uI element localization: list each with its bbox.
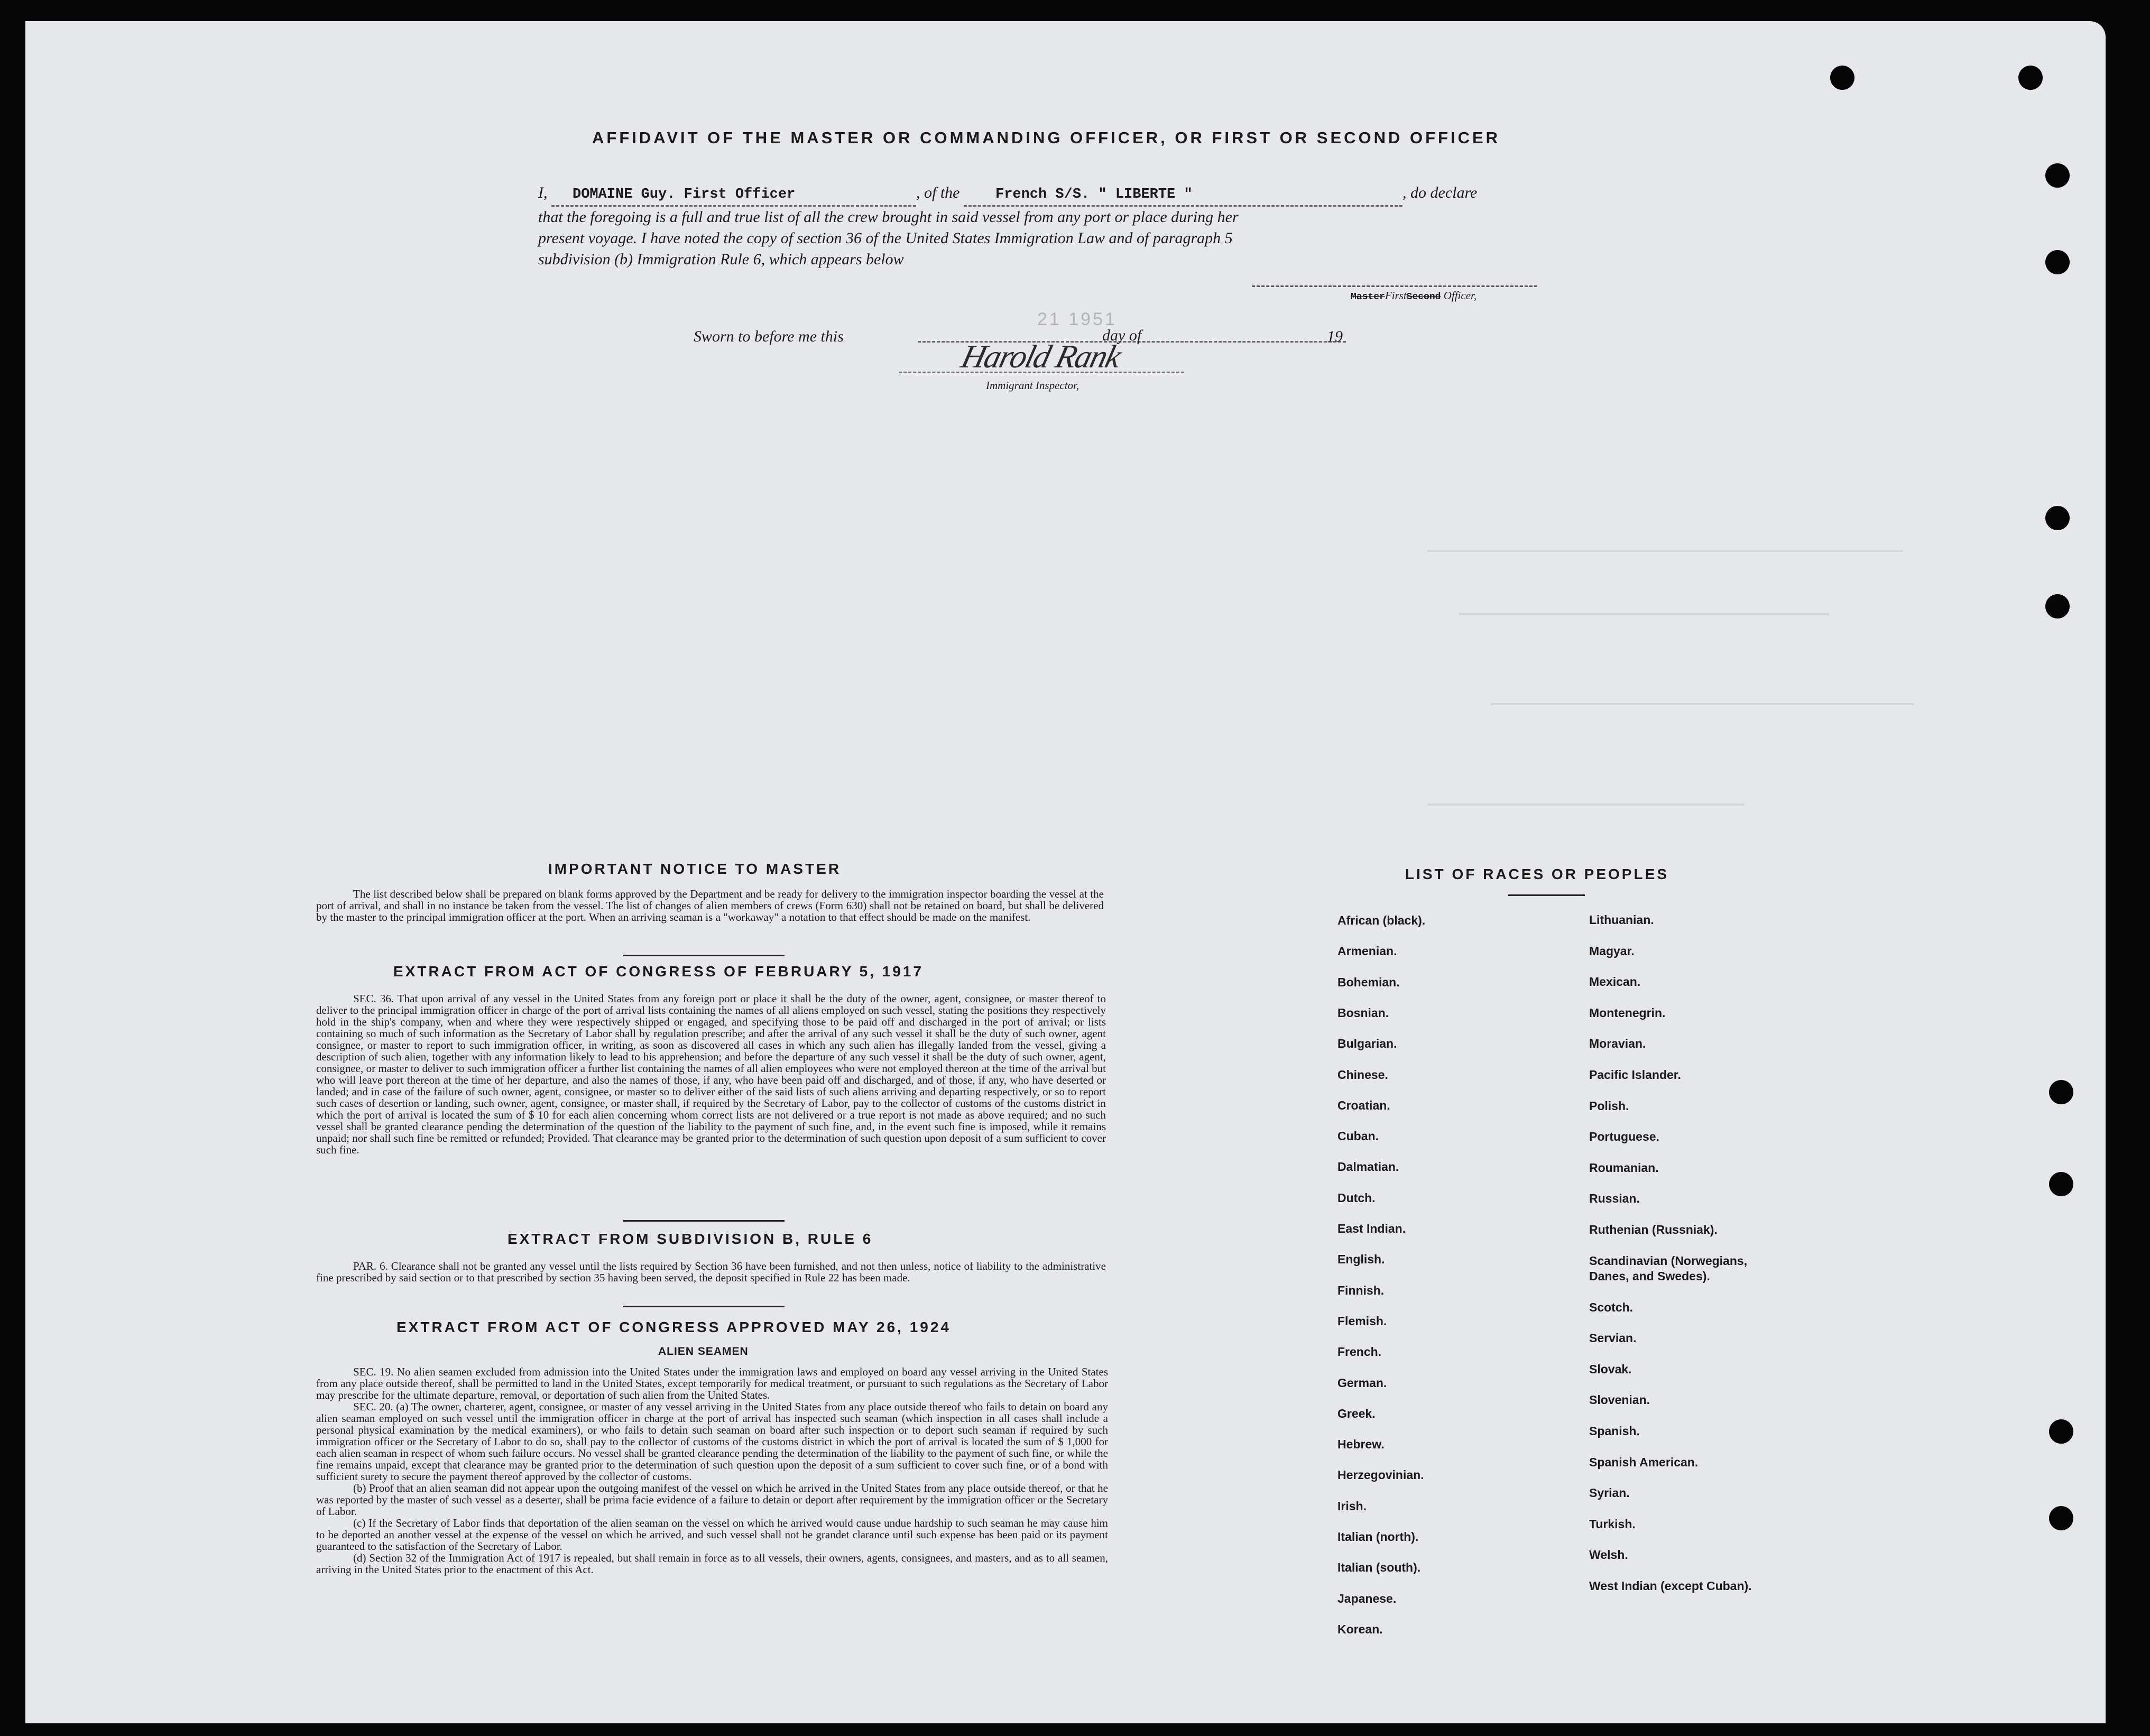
binder-hole [2018, 66, 2043, 90]
race-item: Russian. [1589, 1192, 1640, 1206]
divider [623, 955, 785, 956]
race-item: Ruthenian (Russniak). [1589, 1223, 1718, 1236]
races-title: LIST OF RACES OR PEOPLES [1405, 866, 1669, 882]
officer-suffix: Officer, [1443, 289, 1477, 302]
vessel-name-field: French S/S. " LIBERTE " [964, 184, 1402, 207]
extract-1917-title: EXTRACT FROM ACT OF CONGRESS OF FEBRUARY 5, 1917 [393, 963, 924, 980]
subdivision-title: EXTRACT FROM SUBDIVISION B, RULE 6 [507, 1231, 873, 1247]
binder-hole [2049, 1172, 2073, 1196]
race-item: Dutch. [1337, 1190, 1376, 1205]
alien-seamen-subtitle: ALIEN SEAMEN [658, 1345, 749, 1358]
declarant-name-field: DOMAINE Guy. First Officer [551, 184, 916, 207]
notice-paragraph: The list described below shall be prepared on blank forms approved by the Department and be ready for delivery to the immigration inspector boarding the vessel at the port of arrival, and shall in no instance be taken from the vessel. The list of changes of alien members of crews (Form 630) shall not be retained on board, but shall be delivered by the master to the principal immigration officer at the port. When an arriving seaman is a "workaway" a notation to that effect should be made on the manifest. [316, 888, 1104, 924]
declaration-line-4: subdivision (b) Immigration Rule 6, which appears below [538, 251, 904, 268]
race-item: West Indian (except Cuban). [1589, 1579, 1752, 1593]
race-item: Servian. [1589, 1331, 1637, 1345]
race-item: Dalmatian. [1337, 1160, 1399, 1174]
race-item: French. [1337, 1345, 1382, 1359]
race-item: Roumanian. [1589, 1160, 1659, 1175]
notice-title: IMPORTANT NOTICE TO MASTER [548, 861, 842, 877]
race-item: Cuban. [1337, 1129, 1379, 1143]
race-item: Bosnian. [1337, 1005, 1389, 1020]
binder-hole [1830, 66, 1854, 90]
race-item: Slovenian. [1589, 1393, 1650, 1407]
inspector-label: Immigrant Inspector, [986, 379, 1079, 392]
divider [623, 1220, 785, 1222]
race-item: Japanese. [1337, 1591, 1397, 1605]
race-item: Italian (north). [1337, 1530, 1419, 1544]
officer-first: First [1385, 289, 1407, 302]
declaration-line-3: present voyage. I have noted the copy of section 36 of the United States Immigration Law and of paragraph 5 [538, 229, 1233, 247]
race-item: Portuguese. [1589, 1130, 1659, 1144]
binder-hole [2049, 1080, 2073, 1104]
race-item: Herzegovinian. [1337, 1468, 1424, 1482]
sworn-label: Sworn to before me this [694, 328, 844, 345]
race-item: English. [1337, 1252, 1385, 1267]
race-item: Greek. [1337, 1406, 1376, 1420]
race-item: Mexican. [1589, 975, 1641, 989]
inspector-signature-line [899, 372, 1184, 373]
divider [1508, 894, 1585, 896]
date-stamp: 21 1951 [1037, 309, 1117, 329]
race-item: Spanish American. [1589, 1455, 1699, 1469]
race-item: Finnish. [1337, 1283, 1385, 1297]
race-item: Montenegrin. [1589, 1005, 1666, 1020]
affidavit-title: AFFIDAVIT OF THE MASTER OR COMMANDING OFFICER, OR FIRST OR SECOND OFFICER [592, 128, 1501, 147]
race-item: Magyar. [1589, 944, 1635, 958]
day-of-label: day of [1102, 327, 1142, 344]
race-item: Bulgarian. [1337, 1037, 1397, 1051]
race-item: Pacific Islander. [1589, 1068, 1681, 1082]
race-item: Polish. [1589, 1098, 1629, 1113]
race-item: Croatian. [1337, 1098, 1390, 1112]
race-item: Slovak. [1589, 1362, 1632, 1376]
section-20b-paragraph: (b) Proof that an alien seaman did not appear upon the outgoing manifest of the vessel on which he arrived in the United States from any place outside thereof, or that he was reported by the master of such vessel as a deserter, shall be prima facie evidence of a failure to detain or deport after requirement by the immigration officer or the Secretary of Labor. [316, 1482, 1108, 1518]
affidavit-declaration [538, 182, 1543, 270]
race-item: East Indian. [1337, 1222, 1406, 1235]
inspector-signature: Harold Rank [957, 339, 1124, 375]
of-the-label: , of the [916, 184, 960, 201]
section-20a-paragraph: SEC. 20. (a) The owner, charterer, agent, consignee, or master of any vessel arriving in the United States from any place outside thereof who fails to detain on board any alien seaman employed on such vessel until the immigration officer in charge at the port of arrival has inspected such seaman (which inspection in all cases shall include a personal physical examination by the medical examiners), or who fails to detain such seaman on board after such inspection or to deport such seaman if required by such immigration officer or the Secretary of Labor to do so, shall pay to the collector of customs of the customs district in which the port of arrival is located the sum of $ 1,000 for each alien seaman in respect of whom such failure occurs. No vessel shall be granted clearance pending the determination of the liability to the payment of such fine, or while the fine remains unpaid, except that clearance may be granted prior to the determination of such question upon the deposit of a sum sufficient to cover such fine, or of a bond with sufficient surety to secure the payment thereof approved by the collector of customs. [316, 1400, 1108, 1483]
race-item: Syrian. [1589, 1486, 1630, 1500]
section-19-paragraph: SEC. 19. No alien seamen excluded from admission into the United States under the immigration laws and employed on board any vessel arriving in the United States from any place outside thereof, shall be permitted to land in the United States, except temporarily for medical treatment, or pursuant to such regulations as the Secretary of Labor may prescribe for the ultimate departure, removal, or deportation of such alien from the United States. [316, 1365, 1108, 1401]
extract-1924-title: EXTRACT FROM ACT OF CONGRESS APPROVED MAY 26, 1924 [396, 1319, 951, 1335]
section-36-paragraph: SEC. 36. That upon arrival of any vessel in the United States from any foreign port or place it shall be the duty of the owner, agent, consignee, or master thereof to deliver to the principal immigration officer in charge of the port of arrival lists containing the names of all aliens employed on such vessel, stating the positions they respectively hold in the ship's company, when and where they were respectively shipped or engaged, and specifying those to be paid off and discharged in the port of arrival; or lists containing so much of such information as the Secretary of Labor shall by regulation prescribe; and after the arrival of any such vessel it shall be the duty of such owner, agent consignee, or master to report to such immigration officer, in writing, as soon as discovered all cases in which any such alien has illegally landed from the vessel, giving a description of such alien, together with any information likely to lead to his apprehension; and before the departure of any such vessel it shall be the duty of such owner, agent, consignee, or master to deliver to such immigration officer a further list containing the names of all alien employees who were not employed thereon at the time of the arrival but who will leave port thereon at the time of her departure, and also the names of those, if any, who have been paid off and discharged, and of those, if any, who have deserted or landed; and in case of the failure of such owner, agent, consignee, or master so to deliver either of the said lists of such aliens arriving and departing respectively, or so to report such cases of desertion or landing, such owner, agent, consignee, or master shall, if required by the Secretary of Labor, pay to the collector of customs of the customs district in which the port of arrival is located the sum of $ 10 for each alien concerning whom correct lists are not delivered or a true report is not made as above required; and no such vessel shall be granted clearance pending the determination of the question of the liability to the payment of such fine, and, in the event such fine is imposed, while it remains unpaid; nor shall such fine be remitted or refunded; Provided. That clearance may be granted prior to the determination of such question upon deposit of a sum sufficient to cover such fine. [316, 992, 1106, 1156]
binder-hole [2049, 1506, 2073, 1530]
do-declare-label: , do declare [1402, 184, 1478, 201]
subdivision-text [316, 1260, 1106, 1283]
section-20d-paragraph: (d) Section 32 of the Immigration Act of 1917 is repealed, but shall remain in force as to all vessels, their owners, agents, consignees, and masters, and as to all seamen, arriving in the United States prior to the enactment of this Act. [316, 1552, 1108, 1576]
extract-1917-text [316, 993, 1106, 1156]
race-item: African (black). [1337, 913, 1426, 927]
race-item: Chinese. [1337, 1067, 1388, 1082]
year-label: 19 [1327, 328, 1343, 345]
officer-signature-line [1252, 285, 1537, 287]
binder-hole [2045, 250, 2070, 274]
paragraph-6: PAR. 6. Clearance shall not be granted any vessel until the lists required by Section 36 have been furnished, and not then unless, notice of liability to the administrative fine prescribed by said section or to that prescribed by section 35 having been served, the deposit specified in Rule 22 has been made. [316, 1260, 1106, 1284]
binder-hole [2045, 163, 2070, 188]
race-item: Bohemian. [1337, 975, 1400, 989]
race-item: Korean. [1337, 1622, 1383, 1636]
race-item: German. [1337, 1375, 1387, 1390]
race-item: Hebrew. [1337, 1437, 1385, 1452]
officer-title-label [1351, 289, 1477, 302]
race-item: Moravian. [1589, 1037, 1646, 1051]
extract-1924-text [316, 1366, 1108, 1575]
notice-text [316, 888, 1104, 923]
bleed-through-text [1427, 550, 1982, 920]
race-item: Welsh. [1589, 1548, 1628, 1562]
race-item: Flemish. [1337, 1314, 1387, 1328]
race-item: Armenian. [1337, 944, 1397, 958]
officer-struck-second: Second [1406, 292, 1441, 302]
declaration-line-2: that the foregoing is a full and true list of all the crew brought in said vessel from any port or place during her [538, 208, 1239, 226]
officer-struck-master: Master [1351, 292, 1385, 302]
divider [623, 1306, 785, 1307]
declarant-prefix: I, [538, 184, 548, 201]
binder-hole [2045, 594, 2070, 618]
race-item: Lithuanian. [1589, 913, 1654, 927]
binder-hole [2045, 506, 2070, 530]
section-20c-paragraph: (c) If the Secretary of Labor finds that deportation of the alien seaman on the vessel on which he arrived would cause undue hardship to such seaman he may cause him to be deported an another vessel at the expense of the vessel on which he arrived, and such vessel shall not be grandet clarance until such expense has been paid or its payment guaranteed to the satisfaction of the Secretary of Labor. [316, 1517, 1108, 1553]
race-item: Scandinavian (Norwegians, Danes, and Swedes). [1589, 1253, 1748, 1283]
race-item: Italian (south). [1337, 1560, 1421, 1575]
binder-hole [2049, 1419, 2073, 1444]
race-item: Scotch. [1589, 1300, 1634, 1314]
race-item: Irish. [1337, 1499, 1367, 1513]
race-item: Turkish. [1589, 1517, 1636, 1531]
race-item: Spanish. [1589, 1424, 1640, 1438]
